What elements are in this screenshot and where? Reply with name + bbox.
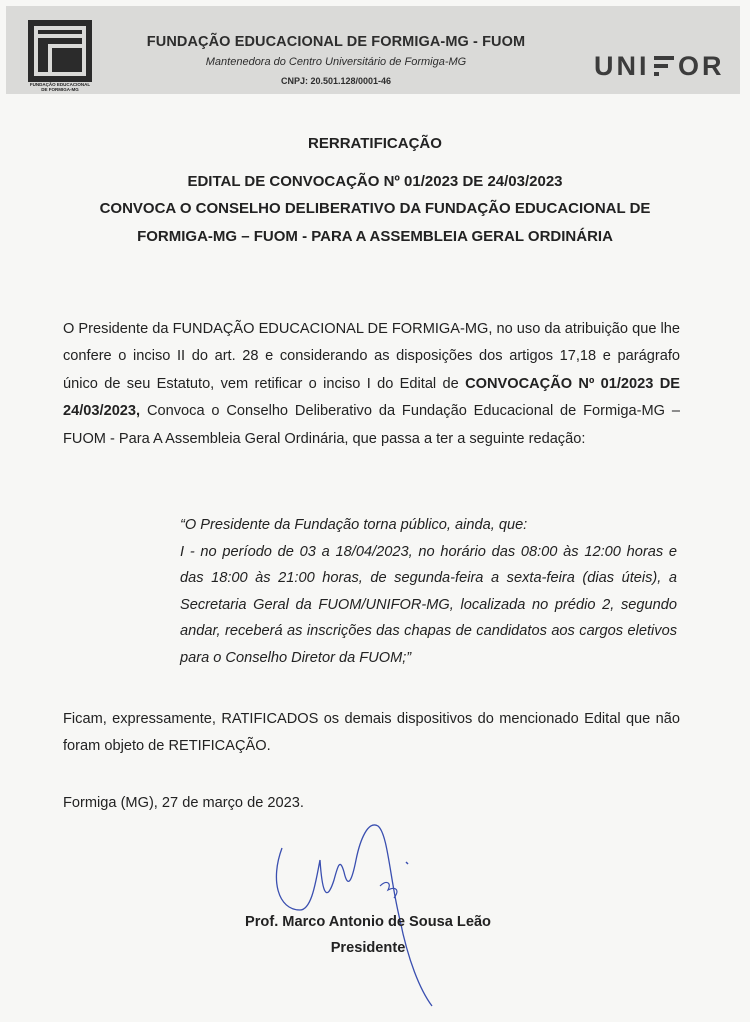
signatory-role: Presidente <box>330 940 406 956</box>
organization-subtitle: Mantenedora do Centro Universitário de Formiga-MG <box>205 56 467 68</box>
handwritten-signature <box>260 810 460 1010</box>
letterhead <box>6 6 740 94</box>
organization-cnpj: CNPJ: 20.501.128/0001-46 <box>280 76 392 86</box>
place-date: Formiga (MG), 27 de março de 2023. <box>63 795 304 811</box>
document-heading: RERRATIFICAÇÃO <box>308 135 442 152</box>
signatory-name: Prof. Marco Antonio de Sousa Leão <box>245 914 491 930</box>
quote-text: I - no período de 03 a 18/04/2023, no horário das 08:00 às 12:00 horas e das 18:00 às 21:00 horas, de segunda-feira a sexta-feira (dias úteis), a Secretaria Geral da FUOM/UNIFOR-MG, localizada no prédio 2, segundo andar, receberá as inscrições das chapas de candidatos aos cargos eletivos para o Conselho Diretor da FUOM;” <box>180 543 677 666</box>
unifor-logo <box>594 50 734 80</box>
quote-intro: “O Presidente da Fundação torna público, ainda, que: <box>180 517 528 533</box>
edital-title: EDITAL DE CONVOCAÇÃO Nº 01/2023 DE 24/03/2023 <box>187 173 563 190</box>
svg-text:UNI: UNI <box>594 51 650 80</box>
svg-text:OR: OR <box>678 51 725 80</box>
closing-paragraph: Ficam, expressamente, RATIFICADOS os demais dispositivos do mencionado Edital que não foram objeto de RETIFICAÇÃO. <box>63 711 680 755</box>
logo-caption: FUNDAÇÃO EDUCACIONAL DE FORMIGA-MG <box>29 82 91 92</box>
main-paragraph: O Presidente da FUNDAÇÃO EDUCACIONAL DE FORMIGA-MG, no uso da atribuição que lhe confere o inciso II do art. 28 e considerando as disposições dos artigos 17,18 e parágrafo único de seu Estatuto, vem retificar o inciso I do Edital de CONVOCAÇÃO Nº 01/2023 DE 24/03/2023, Convoca o Conselho Deliberativo da Fundação Educacional de Formiga-MG – FUOM - Para A Assembleia Geral Ordinária, que passa a ter a seguinte redação: <box>63 321 680 447</box>
organization-name: FUNDAÇÃO EDUCACIONAL DE FORMIGA-MG - FUOM <box>146 34 526 50</box>
edital-subtitle-line1: CONVOCA O CONSELHO DELIBERATIVO DA FUNDAÇÃO EDUCACIONAL DE <box>99 200 651 217</box>
amended-clause <box>180 512 677 671</box>
fuom-logo <box>28 20 92 82</box>
convocation-reference: CONVOCAÇÃO Nº 01/2023 DE 24/03/2023, <box>63 375 680 420</box>
edital-subtitle-line2: FORMIGA-MG – FUOM - PARA A ASSEMBLEIA GERAL ORDINÁRIA <box>137 228 613 245</box>
